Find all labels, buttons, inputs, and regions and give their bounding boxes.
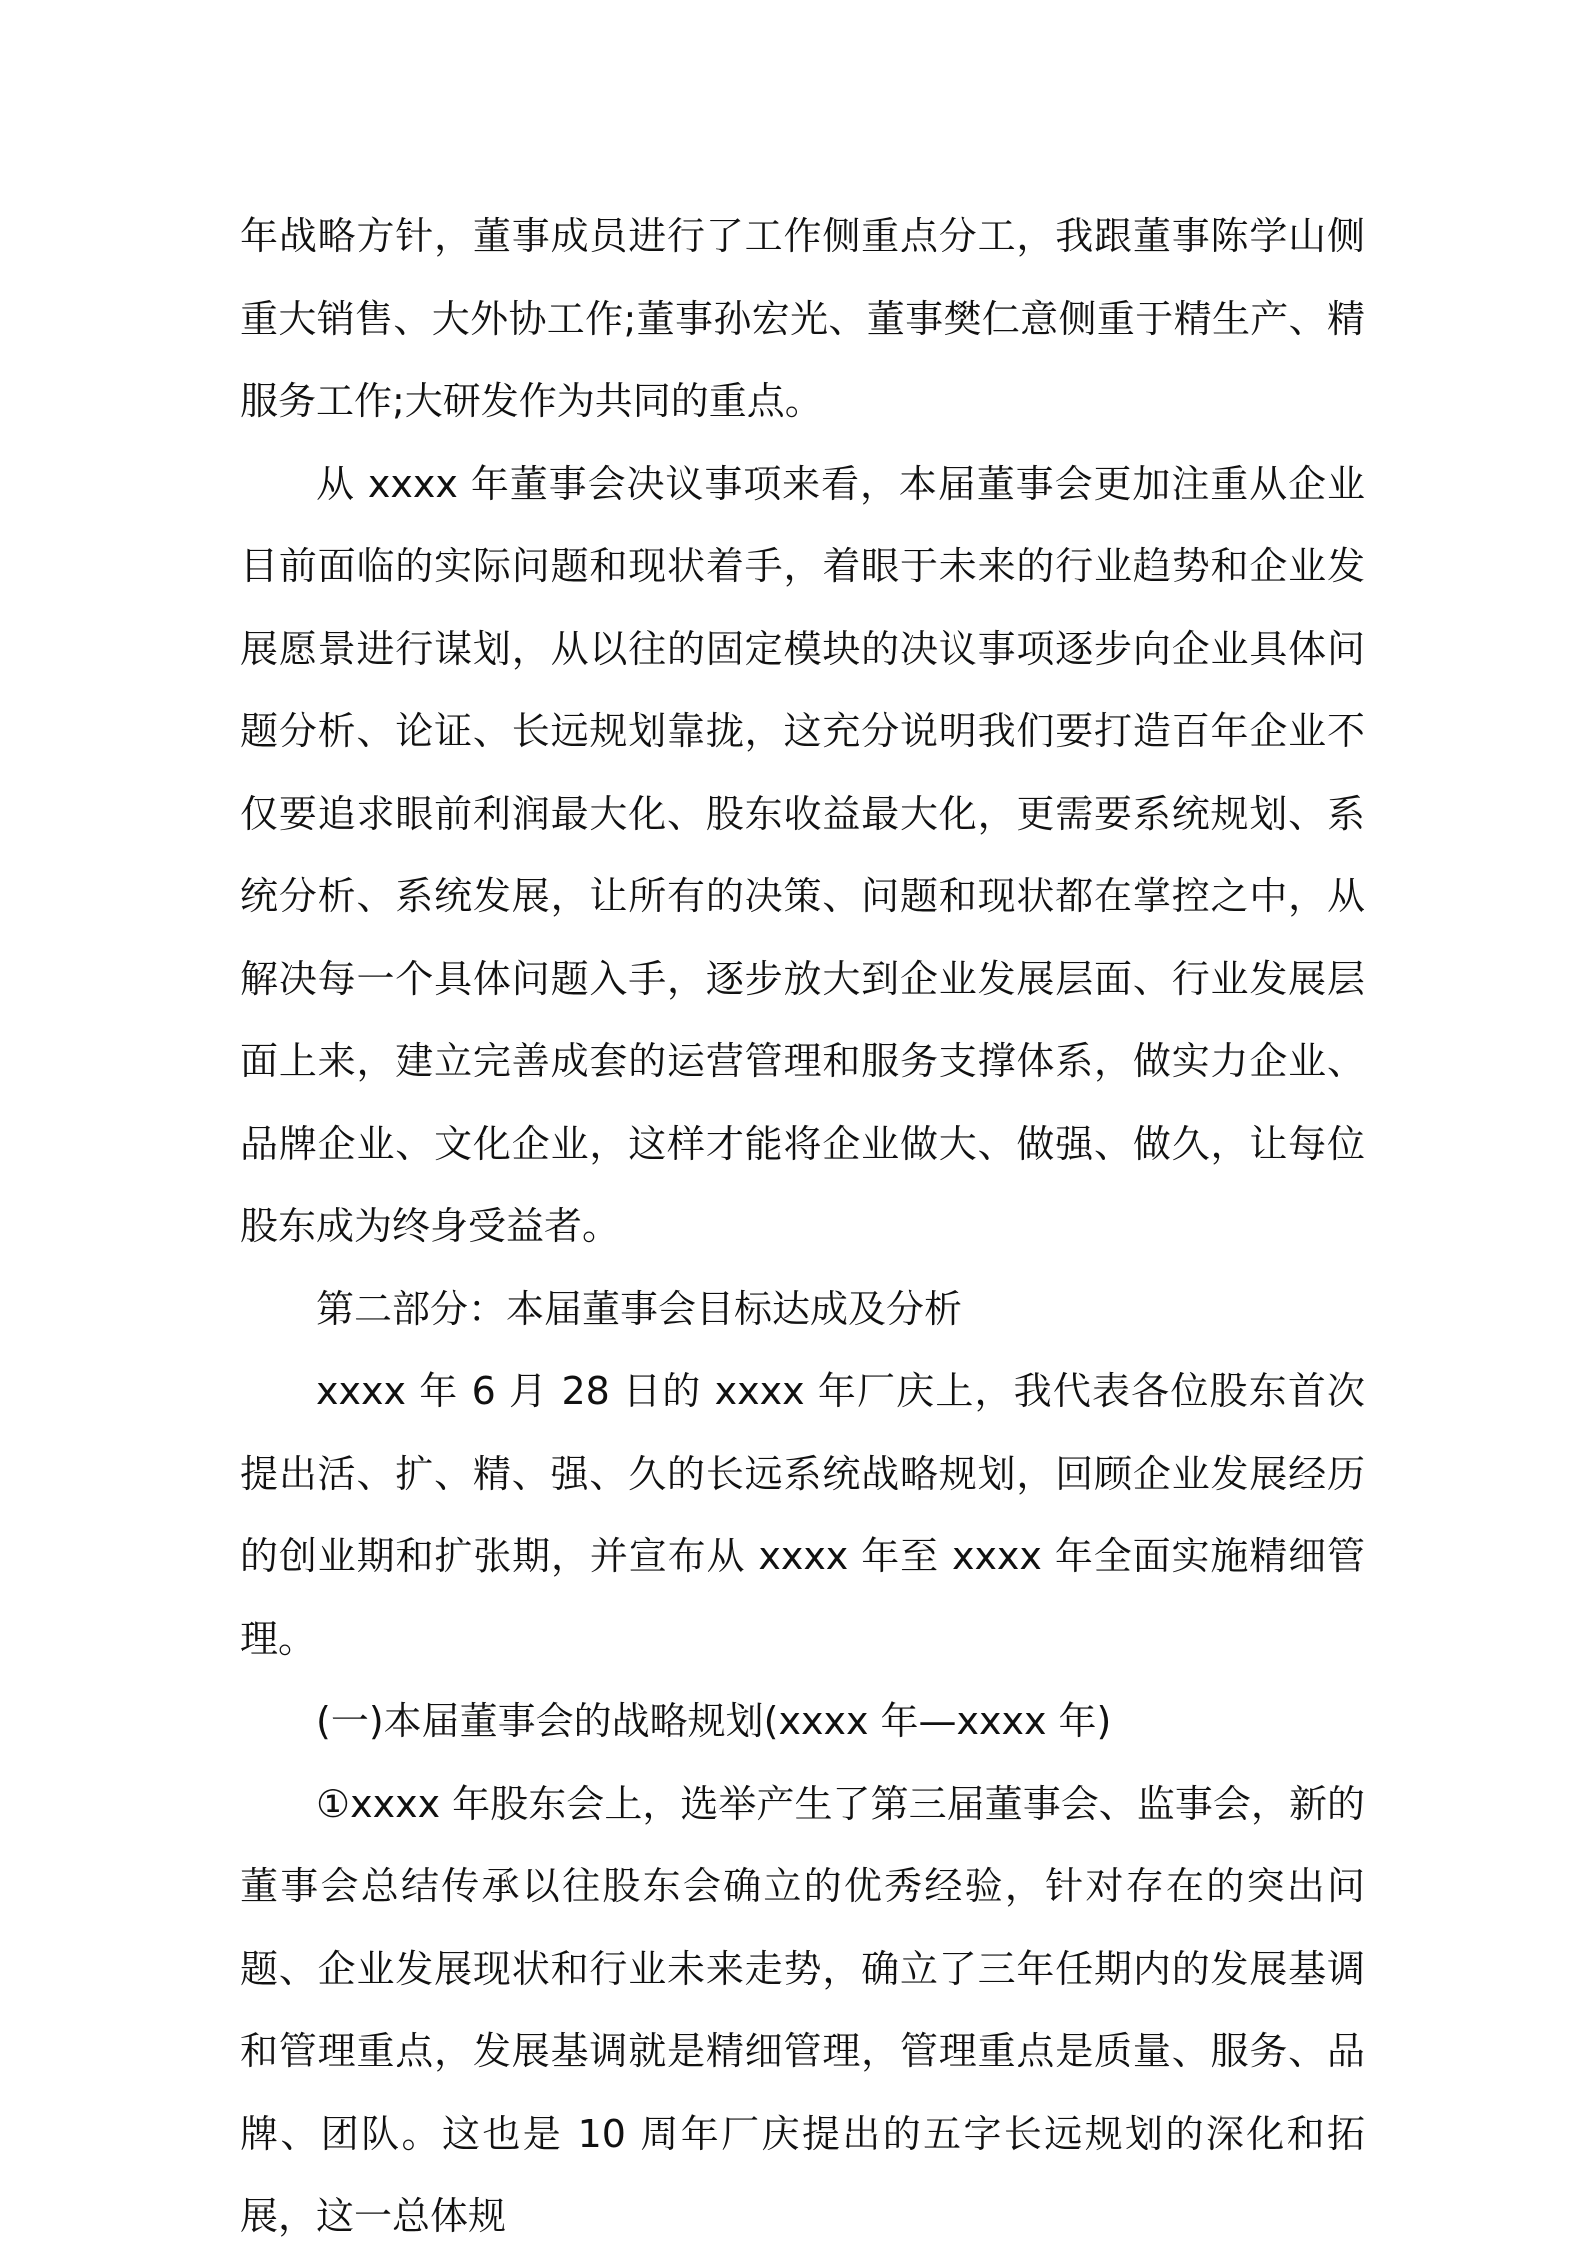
subheading-strategic-plan: (一)本届董事会的战略规划(xxxx 年—xxxx 年) [316,1699,1112,1743]
section-heading-part-two: 第二部分：本届董事会目标达成及分析 [316,1286,963,1331]
paragraph-board-resolutions: 从 xxxx 年董事会决议事项来看，本届董事会更加注重从企业目前面临的实际问题和现状着手，着眼于未来的行业趋势和企业发展愿景进行谋划，从以往的固定模块的决议事项逐步向企业具体问题分析、论证、长远规划靠拢，这充分说明我们要打造百年企业不仅要追求眼前利润最大化、股东收益最大化，更需要系统规划、系统分析、系统发展，让所有的决策、问题和现状都在掌控之中，从解决每一个具体问题入手，逐步放大到企业发展层面、行业发展层面上来，建立完善成套的运营管理和服务支撑体系，做实力企业、品牌企业、文化企业，这样才能将企业做大、做强、做久，让每位股东成为终身受益者。 [240,461,1365,1248]
paragraph-anniversary-plan: xxxx 年 6 月 28 日的 xxxx 年厂庆上，我代表各位股东首次提出活、扩、精、强、久的长远系统战略规划，回顾企业发展经历的创业期和扩张期，并宣布从 xxxx 年至 xxxx 年全面实施精细管理。 [240,1369,1365,1661]
paragraph-continuation: 年战略方针，董事成员进行了工作侧重点分工，我跟董事陈学山侧重大销售、大外协工作;董事孙宏光、董事樊仁意侧重于精生产、精服务工作;大研发作为共同的重点。 [240,214,1365,423]
document-body [240,195,1365,2258]
paragraph-shareholder-meeting: ①xxxx 年股东会上，选举产生了第三届董事会、监事会，新的董事会总结传承以往股东会确立的优秀经验，针对存在的突出问题、企业发展现状和行业未来走势，确立了三年任期内的发展基调和管理重点，发展基调就是精细管理，管理重点是质量、服务、品牌、团队。这也是 10 周年厂庆提出的五字长远规划的深化和拓展，这一总体规 [240,1781,1365,2238]
